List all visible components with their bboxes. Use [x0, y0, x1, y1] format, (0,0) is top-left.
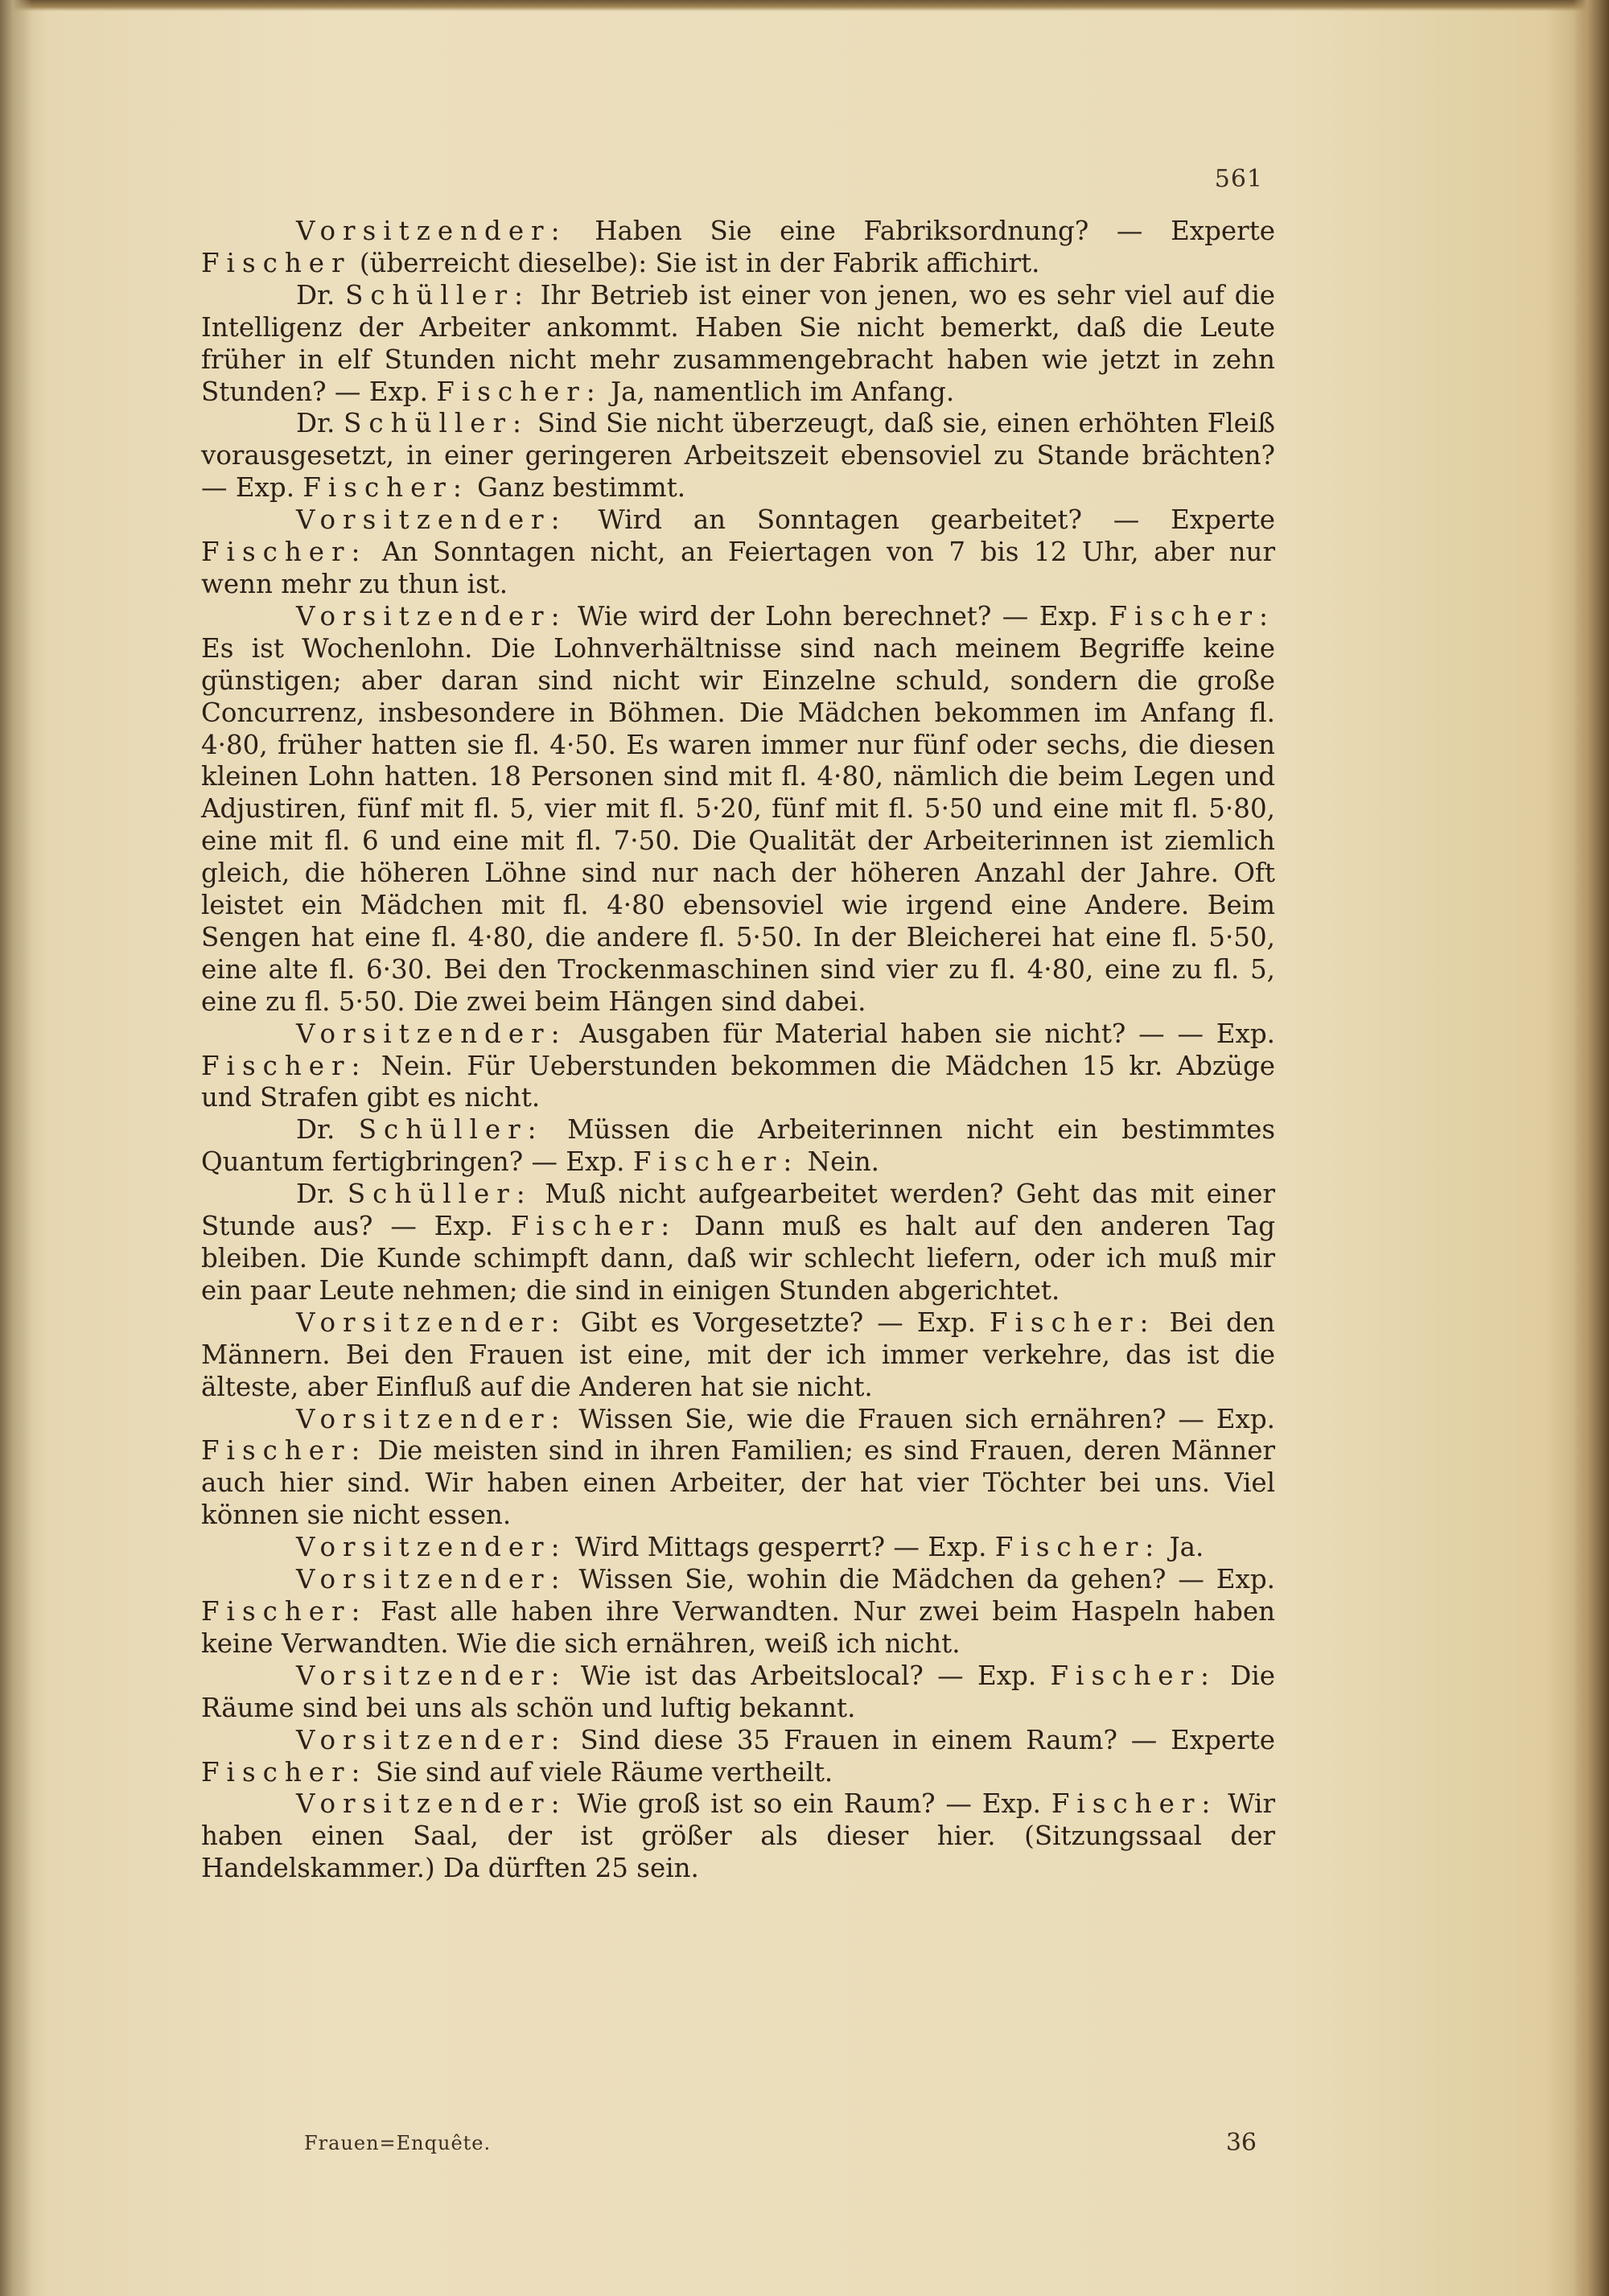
- speaker-name: Fischer:: [989, 1306, 1156, 1338]
- speaker-name: Vorsitzender:: [296, 504, 567, 536]
- text-segment: Wie ist das Arbeitslocal? — Exp.: [566, 1660, 1051, 1691]
- text-segment: Die Räume sind bei uns als schön und luftig bekannt.: [201, 1660, 1275, 1723]
- paragraph: [201, 1179, 1275, 1307]
- page-number: 561: [1214, 165, 1263, 193]
- speaker-name: Schüller:: [347, 1179, 533, 1210]
- text-segment: Dr.: [296, 1114, 359, 1146]
- text-segment: Wie groß ist so ein Raum? — Exp.: [566, 1788, 1051, 1820]
- speaker-name: Vorsitzender:: [296, 1532, 567, 1563]
- text-segment: Wie wird der Lohn berechnet? — Exp.: [566, 600, 1109, 632]
- speaker-name: Fischer:: [302, 472, 469, 504]
- paragraph: [201, 1532, 1275, 1564]
- paragraph: [201, 280, 1275, 409]
- text-segment: Die meisten sind in ihren Familien; es sind Frauen, deren Männer auch hier sind. Wir haben einen Arbeiter, der hat vier Töchter bei uns. Viel können sie nicht essen.: [201, 1435, 1275, 1531]
- footer-title: Frauen=Enquête.: [304, 2132, 492, 2154]
- paragraph: [201, 601, 1275, 1018]
- left-page-edge: [0, 0, 32, 2296]
- top-edge-shadow: [0, 0, 1609, 11]
- text-segment: Wissen Sie, wohin die Mädchen da gehen? — Exp.: [566, 1564, 1275, 1595]
- paragraph: [201, 1788, 1275, 1885]
- speaker-name: Vorsitzender:: [296, 1403, 567, 1434]
- speaker-name: Vorsitzender:: [296, 1018, 567, 1049]
- paragraph: [201, 1307, 1275, 1404]
- speaker-name: Vorsitzender:: [296, 1660, 567, 1691]
- text-segment: Dann muß es halt auf den anderen Tag bleiben. Die Kunde schimpft dann, daß wir schlecht liefern, oder ich muß mir ein paar Leute nehmen; die sind in einigen Stunden abgerichtet.: [201, 1211, 1275, 1306]
- speaker-name: Fischer:: [201, 537, 368, 568]
- text-segment: (überreicht dieselbe): Sie ist in der Fabrik affichirt.: [351, 247, 1040, 278]
- binding-edge: [1573, 0, 1609, 2296]
- speaker-name: Vorsitzender:: [296, 1724, 567, 1755]
- text-segment: An Sonntagen nicht, an Feiertagen von 7 bis 12 Uhr, aber nur wenn mehr zu thun ist.: [201, 537, 1275, 599]
- text-segment: Dr.: [296, 408, 344, 439]
- text-segment: Sind Sie nicht überzeugt, daß sie, einen erhöhten Fleiß vorausgesetzt, in einer geringeren Arbeitszeit ebensoviel zu Stande brächten? — Exp.: [201, 408, 1276, 504]
- text-segment: Wird an Sonntagen gearbeitet? — Experte: [566, 504, 1275, 536]
- paragraph: [201, 504, 1275, 601]
- text-segment: Müssen die Arbeiterinnen nicht ein bestimmtes Quantum fertigbringen? — Exp.: [201, 1114, 1275, 1178]
- text-segment: Haben Sie eine Fabriksordnung? — Experte: [566, 216, 1275, 246]
- text-segment: Es ist Wochenlohn. Die Lohnverhältnisse sind nach meinem Begriffe keine günstigen; aber daran sind nicht wir Einzelne schuld, sondern die große Concurrenz, insbesondere in Böhmen. Die Mädchen bekommen im Anfang fl. 4·80, früher hatten sie fl. 4·50. Es waren immer nur fünf oder sechs, die diesen kleinen Lohn hatten. 18 Personen sind mit fl. 4·80, nämlich die beim Legen und Adjustiren, fünf mit fl. 5, vier mit fl. 5·20, fünf mit fl. 5·50 und eine mit fl. 5·80, eine mit fl. 6 und eine mit fl. 7·50. Die Qualität der Arbeiterinnen ist ziemlich gleich, die höheren Löhne sind nur nach der höheren Anzahl der Jahre. Oft leistet ein Mädchen mit fl. 4·80 ebensoviel wie irgend eine Andere. Beim Sengen hat eine fl. 4·80, die andere fl. 5·50. In der Bleicherei hat eine fl. 5·50, eine alte fl. 6·30. Bei den Trockenmaschinen sind vier zu fl. 4·80, eine zu fl. 5, eine zu fl. 5·50. Die zwei beim Hängen sind dabei.: [201, 632, 1275, 1017]
- text-segment: Muß nicht aufgearbeitet werden? Geht das mit einer Stunde aus? — Exp.: [201, 1179, 1275, 1242]
- text-segment: Wird Mittags gesperrt? — Exp.: [566, 1532, 995, 1563]
- speaker-name: Schüller:: [345, 279, 530, 311]
- text-segment: Ihr Betrieb ist einer von jenen, wo es sehr viel auf die Intelligenz der Arbeiter ankommt. Haben Sie nicht bemerkt, daß die Leute früher in elf Stunden nicht mehr zusammengebracht haben wie jetzt in zehn Stunden? — Exp.: [201, 279, 1276, 407]
- speaker-name: Vorsitzender:: [296, 1564, 567, 1595]
- text-segment: Nein.: [799, 1146, 879, 1178]
- text-segment: Fast alle haben ihre Verwandten. Nur zwei beim Haspeln haben keine Verwandten. Wie die sich ernähren, weiß ich nicht.: [201, 1595, 1275, 1659]
- speaker-name: Fischer:: [632, 1146, 800, 1178]
- speaker-name: Fischer:: [1109, 600, 1275, 632]
- speaker-name: Schüller:: [358, 1114, 544, 1146]
- text-segment: Wir haben einen Saal, der ist größer als dieser hier. (Sitzungssaal der Handelskammer.) Da dürften 25 sein.: [201, 1788, 1275, 1884]
- speaker-name: Fischer:: [436, 376, 603, 407]
- paragraph: [201, 1564, 1275, 1660]
- paragraph: [201, 1018, 1275, 1115]
- text-segment: Ja.: [1161, 1532, 1204, 1563]
- text-segment: Ganz bestimmt.: [468, 472, 686, 504]
- text-segment: Bei den Männern. Bei den Frauen ist eine, mit der ich immer verkehre, das ist die älteste, aber Einfluß auf die Anderen hat sie nicht.: [201, 1306, 1275, 1402]
- text-segment: Dr.: [296, 279, 346, 311]
- paragraph: [201, 216, 1275, 280]
- speaker-name: Vorsitzender:: [296, 1306, 567, 1338]
- text-segment: Sie sind auf viele Räume vertheilt.: [367, 1756, 833, 1788]
- speaker-name: Fischer:: [201, 1595, 368, 1627]
- signature-number: 36: [1225, 2129, 1257, 2157]
- text-segment: Wissen Sie, wie die Frauen sich ernähren? — Exp.: [566, 1403, 1275, 1434]
- speaker-name: Vorsitzender:: [296, 1788, 567, 1820]
- text-segment: Dr.: [296, 1179, 348, 1210]
- speaker-name: Fischer:: [1050, 1660, 1216, 1691]
- paragraph: [201, 1725, 1275, 1789]
- speaker-name: Fischer:: [1051, 1788, 1218, 1820]
- text-segment: Sind diese 35 Frauen in einem Raum? — Experte: [566, 1724, 1275, 1755]
- paragraph: [201, 1114, 1275, 1179]
- speaker-name: Fischer: [201, 247, 352, 278]
- text-segment: Nein. Für Ueberstunden bekommen die Mädchen 15 kr. Abzüge und Strafen gibt es nicht.: [201, 1050, 1275, 1113]
- body-text: [201, 216, 1275, 1885]
- speaker-name: Vorsitzender:: [296, 600, 567, 632]
- text-segment: Ja, namentlich im Anfang.: [602, 376, 955, 407]
- text-segment: Gibt es Vorgesetzte? — Exp.: [566, 1306, 990, 1338]
- speaker-name: Fischer:: [510, 1211, 677, 1242]
- speaker-name: Fischer:: [201, 1756, 368, 1788]
- speaker-name: Schüller:: [344, 408, 529, 439]
- paragraph: [201, 1404, 1275, 1533]
- speaker-name: Fischer:: [201, 1050, 368, 1081]
- text-segment: Ausgaben für Material haben sie nicht? — — Exp.: [566, 1018, 1275, 1049]
- paragraph: [201, 408, 1275, 504]
- paragraph: [201, 1660, 1275, 1725]
- speaker-name: Fischer:: [994, 1532, 1162, 1563]
- speaker-name: Vorsitzender:: [296, 216, 567, 246]
- speaker-name: Fischer:: [201, 1435, 368, 1467]
